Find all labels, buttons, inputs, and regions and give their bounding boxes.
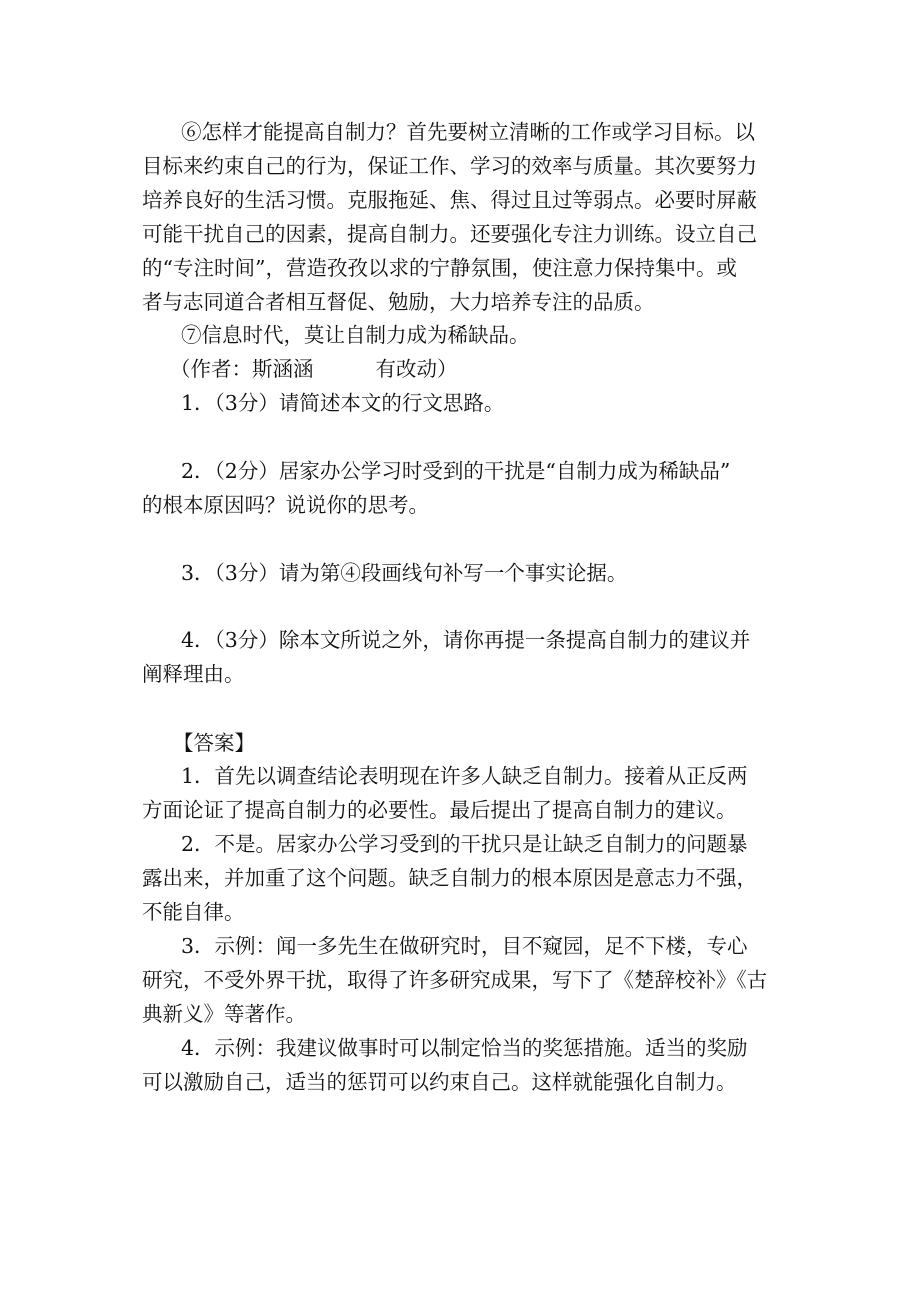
answer-2-line-3: 不能自律。 [142, 900, 245, 924]
question-2-line-2: 的根本原因吗？说说你的思考。 [142, 493, 429, 517]
answer-3-line-2: 研究，不受外界干扰，取得了许多研究成果，写下了《楚辞校补》《古 [142, 968, 768, 992]
author-label: （作者：斯涵涵 [170, 357, 314, 381]
para7: ⑦信息时代，莫让自制力成为稀缺品。 [181, 323, 530, 347]
answer-3-line-1: 3．示例：闻一多先生在做研究时，目不窥园，足不下楼，专心 [181, 934, 748, 958]
question-3: 3．（3分）请为第④段画线句补写一个事实论据。 [181, 561, 628, 585]
para6-line-2: 目标来约束自己的行为，保证工作、学习的效率与质量。其次要努力 [142, 154, 757, 178]
para6-line-3: 培养良好的生活习惯。克服拖延、焦、得过且过等弱点。必要时屏蔽 [142, 188, 757, 212]
answer-1-line-1: 1．首先以调查结论表明现在许多人缺乏自制力。接着从正反两 [181, 764, 748, 788]
answer-4-line-1: 4．示例：我建议做事时可以制定恰当的奖惩措施。适当的奖励 [181, 1036, 748, 1060]
answer-3-line-3: 典新义》等著作。 [142, 1002, 306, 1026]
para6-line-6: 者与志同道合者相互督促、勉励，大力培养专注的品质。 [142, 290, 655, 314]
para6-line-5: 的“专注时间”，营造孜孜以求的宁静氛围，使注意力保持集中。或 [142, 256, 737, 280]
author-line [170, 357, 458, 381]
question-1: 1．（3分）请简述本文的行文思路。 [181, 391, 505, 415]
author-note: 有改动） [375, 357, 458, 381]
question-2-line-1: 2．（2分）居家办公学习时受到的干扰是“自制力成为稀缺品” [181, 459, 731, 483]
answers-heading: 【答案】 [173, 731, 255, 755]
para6-line-4: 可能干扰自己的因素，提高自制力。还要强化专注力训练。设立自己 [142, 222, 757, 246]
answer-2-line-1: 2．不是。居家办公学习受到的干扰只是让缺乏自制力的问题暴 [181, 832, 748, 856]
question-4-line-1: 4．（3分）除本文所说之外，请你再提一条提高自制力的建议并 [181, 628, 751, 652]
para6-line-1: ⑥怎样才能提高自制力？首先要树立清晰的工作或学习目标。以 [181, 120, 755, 144]
answer-1-line-2: 方面论证了提高自制力的必要性。最后提出了提高自制力的建议。 [142, 798, 737, 822]
answer-4-line-2: 可以激励自己，适当的惩罚可以约束自己。这样就能强化自制力。 [142, 1070, 737, 1094]
answer-2-line-2: 露出来，并加重了这个问题。缺乏自制力的根本原因是意志力不强， [142, 866, 757, 890]
question-4-line-2: 阐释理由。 [142, 662, 245, 686]
